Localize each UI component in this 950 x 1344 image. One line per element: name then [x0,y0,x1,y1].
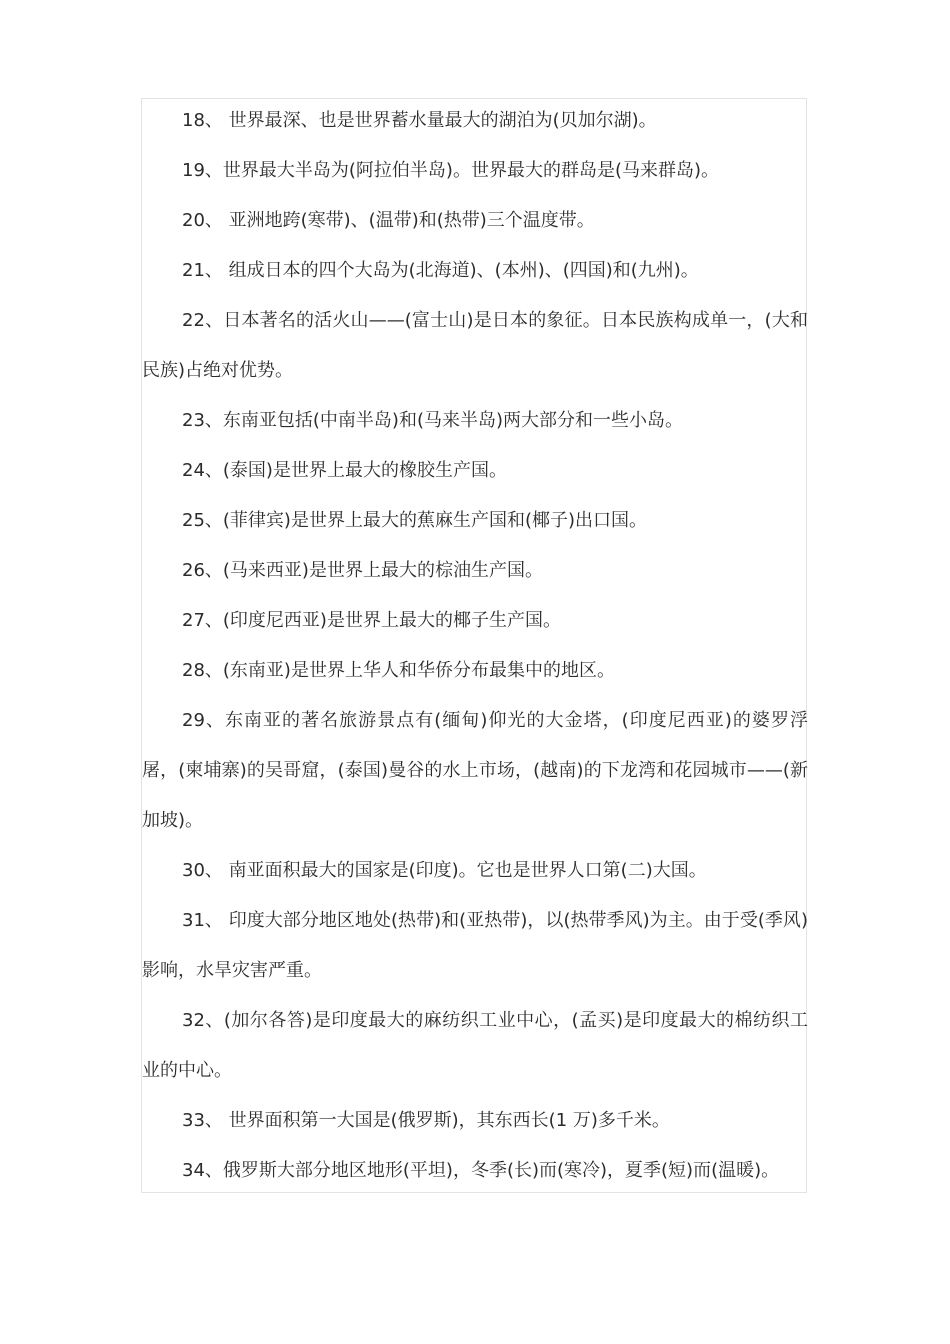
list-item: 26、(马来西亚)是世界上最大的棕油生产国。 [182,560,543,581]
list-item: 29、东南亚的著名旅游景点有(缅甸)仰光的大金塔，(印度尼西亚)的婆罗浮屠，(柬埔寨)的吴哥窟，(泰国)曼谷的水上市场，(越南)的下龙湾和花园城市——(新加坡)。 [142,710,808,831]
list-item: 30、 南亚面积最大的国家是(印度)。它也是世界人口第(二)大国。 [182,860,707,881]
list-item: 18、 世界最深、也是世界蓄水量最大的湖泊为(贝加尔湖)。 [182,110,657,131]
list-item: 23、东南亚包括(中南半岛)和(马来半岛)两大部分和一些小岛。 [182,410,683,431]
list-item: 19、世界最大半岛为(阿拉伯半岛)。世界最大的群岛是(马来群岛)。 [182,160,719,181]
list-item: 21、 组成日本的四个大岛为(北海道)、(本州)、(四国)和(九州)。 [182,260,699,281]
list-item: 20、 亚洲地跨(寒带)、(温带)和(热带)三个温度带。 [182,210,595,231]
list-item: 22、日本著名的活火山——(富士山)是日本的象征。日本民族构成单一，(大和民族)占绝对优势。 [142,310,808,381]
list-item: 31、 印度大部分地区地处(热带)和(亚热带)，以(热带季风)为主。由于受(季风)影响，水旱灾害严重。 [142,910,808,981]
list-item: 28、(东南亚)是世界上华人和华侨分布最集中的地区。 [182,660,615,681]
list-item: 33、 世界面积第一大国是(俄罗斯)，其东西长(1 万)多千米。 [182,1110,670,1131]
list-item: 34、俄罗斯大部分地区地形(平坦)，冬季(长)而(寒冷)，夏季(短)而(温暖)。 [182,1160,780,1181]
list-item: 27、(印度尼西亚)是世界上最大的椰子生产国。 [182,610,561,631]
document-content [141,98,807,1193]
list-item: 25、(菲律宾)是世界上最大的蕉麻生产国和(椰子)出口国。 [182,510,647,531]
list-item: 32、(加尔各答)是印度最大的麻纺织工业中心，(孟买)是印度最大的棉纺织工业的中心。 [142,1010,808,1081]
list-item: 24、(泰国)是世界上最大的橡胶生产国。 [182,460,507,481]
